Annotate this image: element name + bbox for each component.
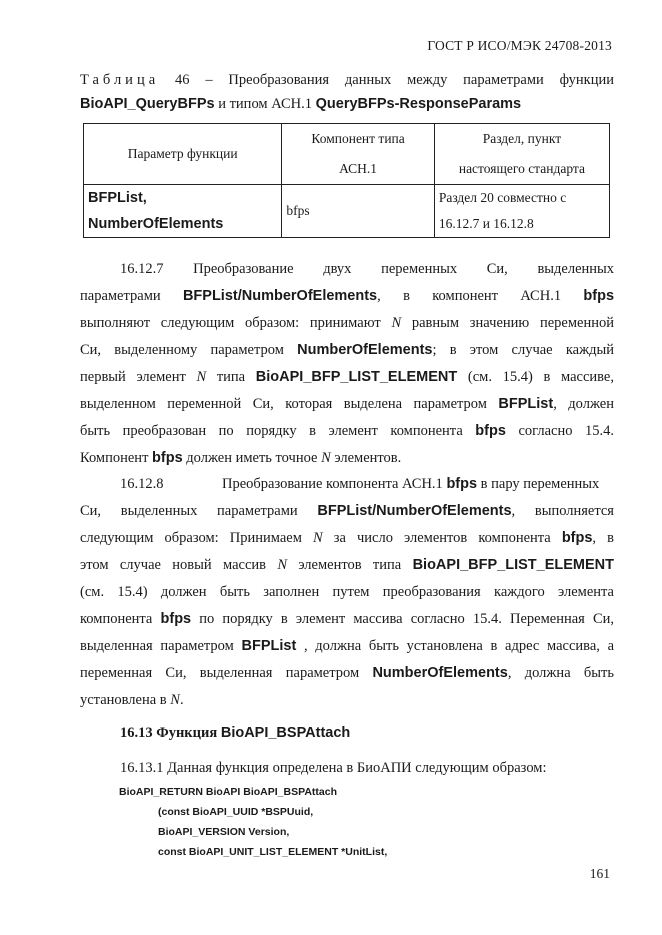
p1-l2f: АСН.1 [520,288,562,304]
p1-l2c: , [377,288,381,304]
p3-line: 16.13.1 Данная функция определена в БиоАПИ следующим образом: [120,760,547,776]
p2-l9b: . [179,692,184,708]
p1-l8c: должен иметь точное [182,450,322,466]
cell-component [282,185,434,238]
p2-l4b: элементов типа [287,557,413,573]
p1-l8a: Компонент [80,450,153,466]
header-section-l1: Раздел, пункт [482,131,562,146]
header-section [434,124,609,185]
p1-l5d: (см. 15.4) в массиве, [457,369,614,385]
p1-l7a: быть преобразован по порядку в элемент компонента [80,423,476,439]
table-caption-line1 [80,72,614,89]
caption-prefix: Таблица [80,72,160,88]
p2-l1c: bfps [446,476,478,492]
p2-l3c: bfps [561,530,593,546]
p2-l9n: N [170,692,180,708]
p2-line8 [80,665,614,682]
p2-l4a: этом случае новый массив [80,557,278,573]
p1-l2e: компонент [432,288,498,304]
p2-l3a: следующим образом: Принимаем [80,530,313,546]
p2-l8b: NumberOfElements [372,665,508,681]
p2-l6c: по порядку в элемент массива согласно 15.4. Переменная Си, [191,611,615,627]
p1-l5b: типа [206,369,256,385]
p2-l3n: N [312,530,323,546]
p2-line5: (см. 15.4) должен быть заполнен путем преобразования каждого элемента [80,584,614,600]
p1-l2g: bfps [583,288,615,304]
table-header-row [84,124,610,185]
cell-section-l1: Раздел 20 совместно с [438,190,567,205]
p1-l3n: N [391,315,402,331]
p1-l4a: Си, выделенному параметром [80,342,298,358]
caption-number: 46 [174,72,190,88]
p1-line4 [80,342,614,359]
caption-text: – Преобразования данных между параметрами функции [205,72,614,88]
section-number: 16.13 [120,725,153,741]
section-word: Функция [156,725,218,741]
header-component-l1: Компонент типа [311,131,405,146]
p1-w1: Преобразование [193,261,294,277]
cell-param-l2: NumberOfElements [88,216,224,232]
p1-w2: двух [323,261,352,277]
p2-l3d: , в [592,530,614,546]
p1-l8d: элементов. [330,450,402,466]
p1-l5c: BioAPI_BFP_LIST_ELEMENT [255,369,458,385]
p1-line7 [80,423,614,440]
p2-l4c: BioAPI_BFP_LIST_ELEMENT [412,557,614,573]
p1-l2a: параметрами [80,288,161,304]
p1-line2 [80,288,614,305]
p2-l7c: , должна быть установлена в адрес массива, а [296,638,615,654]
p2-l7b: BFPList [241,638,297,654]
p1-l3a: выполняют следующим образом: принимают [80,315,392,331]
section-heading [120,725,614,742]
p2-l6a: компонента [80,611,161,627]
p1-l2d: в [403,288,410,304]
page-number: 161 [589,866,610,881]
p2-l8c: , должна быть [507,665,614,681]
caption-mid: и типом АСН.1 [214,96,316,112]
p2-l1a: 16.12.8 [120,476,164,492]
p2-line1 [80,476,614,493]
p2-l3b: за число элементов компонента [322,530,562,546]
p1-w0: 16.12.7 [120,261,164,277]
table-row [84,185,610,238]
p1-w5: выделенных [537,261,615,277]
p1-line1 [80,261,614,278]
header-param [84,124,282,185]
header-component-l2: АСН.1 [339,161,378,176]
p1-line3 [80,315,614,332]
code-line-2: BioAPI_VERSION Version, [158,826,290,838]
caption-type: QueryBFPs-ResponseParams [315,96,522,112]
mapping-table [83,123,610,238]
p1-l6c: , должен [553,396,614,412]
p1-l8n: N [321,450,331,466]
p2-line6 [80,611,614,628]
p1-l7c: согласно 15.4. [505,423,614,439]
header-section-l2: настоящего стандарта [458,161,585,176]
p1-line6 [80,396,614,413]
section-name: BioAPI_BSPAttach [220,725,351,741]
running-header: ГОСТ Р ИСО/МЭК 24708-2013 [427,38,612,53]
p2-line2 [80,503,614,520]
p1-l4c: ; в этом случае каждый [432,342,614,358]
p1-w3: переменных [381,261,458,277]
p1-w4: Си, [486,261,508,277]
p2-l8a: переменная Си, выделенная параметром [80,665,373,681]
p1-l7b: bfps [475,423,506,439]
p2-l1d: в пару переменных [477,476,600,492]
header-param-text: Параметр функции [127,146,238,161]
p2-l2b: BFPList/NumberOfElements [317,503,512,519]
p2-l1b: Преобразование компонента АСН.1 [222,476,447,492]
p2-l2a: Си, выделенных параметрами [80,503,318,519]
caption-function: BioAPI_QueryBFPs [80,96,215,112]
p2-l9a: установлена в [80,692,171,708]
cell-section [434,185,609,238]
p1-line8 [80,450,614,467]
p2-l4n: N [277,557,287,573]
cell-section-l2: 16.12.7 и 16.12.8 [438,216,534,231]
p2-l2c: , выполняется [511,503,614,519]
p2-line3 [80,530,614,547]
p2-line4 [80,557,614,574]
p2-l6b: bfps [160,611,192,627]
p1-l8b: bfps [152,450,183,466]
code-line-0: BioAPI_RETURN BioAPI BioAPI_BSPAttach [119,786,337,798]
p2-line9 [80,692,614,709]
p1-l4b: NumberOfElements [297,342,433,358]
cell-param-l1: BFPList, [88,190,147,206]
p1-l3b: равным значению переменной [401,315,615,331]
header-component [282,124,434,185]
p1-l2b: BFPList/NumberOfElements [182,288,378,304]
p1-l5n: N [196,369,207,385]
code-line-3: const BioAPI_UNIT_LIST_ELEMENT *UnitList, [158,846,388,858]
cell-component-text: bfps [286,203,310,218]
p2-line7 [80,638,614,655]
p1-l5a: первый элемент [80,369,197,385]
p1-l6a: выделенном переменной Си, которая выделена параметром [80,396,499,412]
code-line-1: (const BioAPI_UUID *BSPUuid, [158,806,314,818]
p1-line5 [80,369,614,386]
p2-l7a: выделенная параметром [80,638,242,654]
table-caption-line2 [80,96,614,113]
cell-param [84,185,282,238]
p1-l6b: BFPList [498,396,554,412]
